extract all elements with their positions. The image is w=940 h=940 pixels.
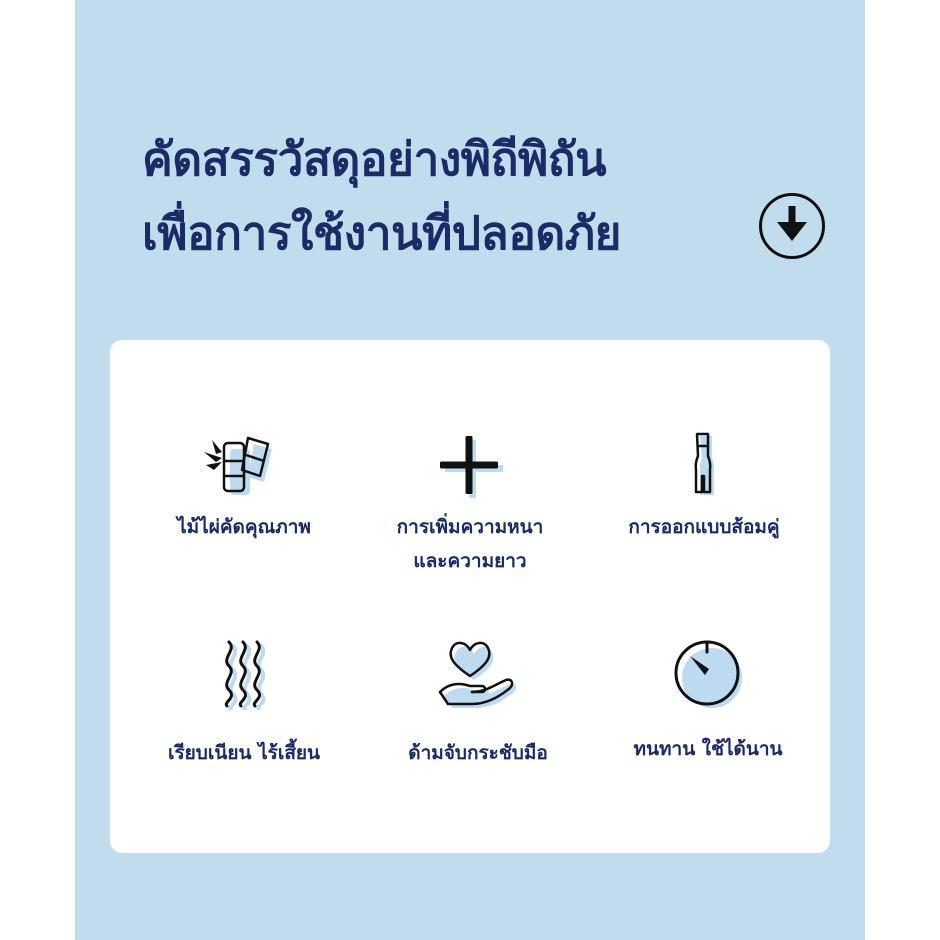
- feature-label: เรียบเนียน ไร้เสี้ยน: [167, 742, 321, 764]
- title-line-2: เพื่อการใช้งานที่ปลอดภัย: [142, 206, 621, 260]
- feature-label: การออกแบบส้อมคู่: [628, 516, 780, 538]
- page-title: [142, 122, 621, 270]
- scroll-down-button[interactable]: [758, 192, 826, 260]
- feature-bamboo: [124, 432, 364, 544]
- chopstick-tip-icon: [671, 432, 737, 498]
- timer-icon: [672, 638, 744, 710]
- feature-label: ด้ามจับกระชับมือ: [408, 742, 548, 764]
- smooth-waves-icon: [209, 638, 279, 710]
- plus-icon: [437, 432, 503, 498]
- feature-label: ทนทาน ใช้ได้นาน: [633, 738, 783, 760]
- feature-thickness-length: [350, 432, 590, 578]
- bamboo-icon: [202, 432, 286, 498]
- feature-durable: [588, 638, 828, 766]
- feature-label: การเพิ่มความหนา: [396, 516, 544, 538]
- features-card: [110, 340, 830, 853]
- title-line-1: คัดสรรวัสดุอย่างพิถีพิถัน: [142, 132, 607, 186]
- arrow-down-circle-icon: [758, 192, 826, 260]
- feature-grip: [358, 638, 598, 770]
- feature-label: ไม้ไผ่คัดคุณภาพ: [177, 516, 311, 538]
- feature-label-line-2: และความยาว: [413, 550, 527, 572]
- feature-twin-prong: [584, 432, 824, 544]
- heart-hand-icon: [436, 638, 520, 710]
- feature-smooth: [124, 638, 364, 770]
